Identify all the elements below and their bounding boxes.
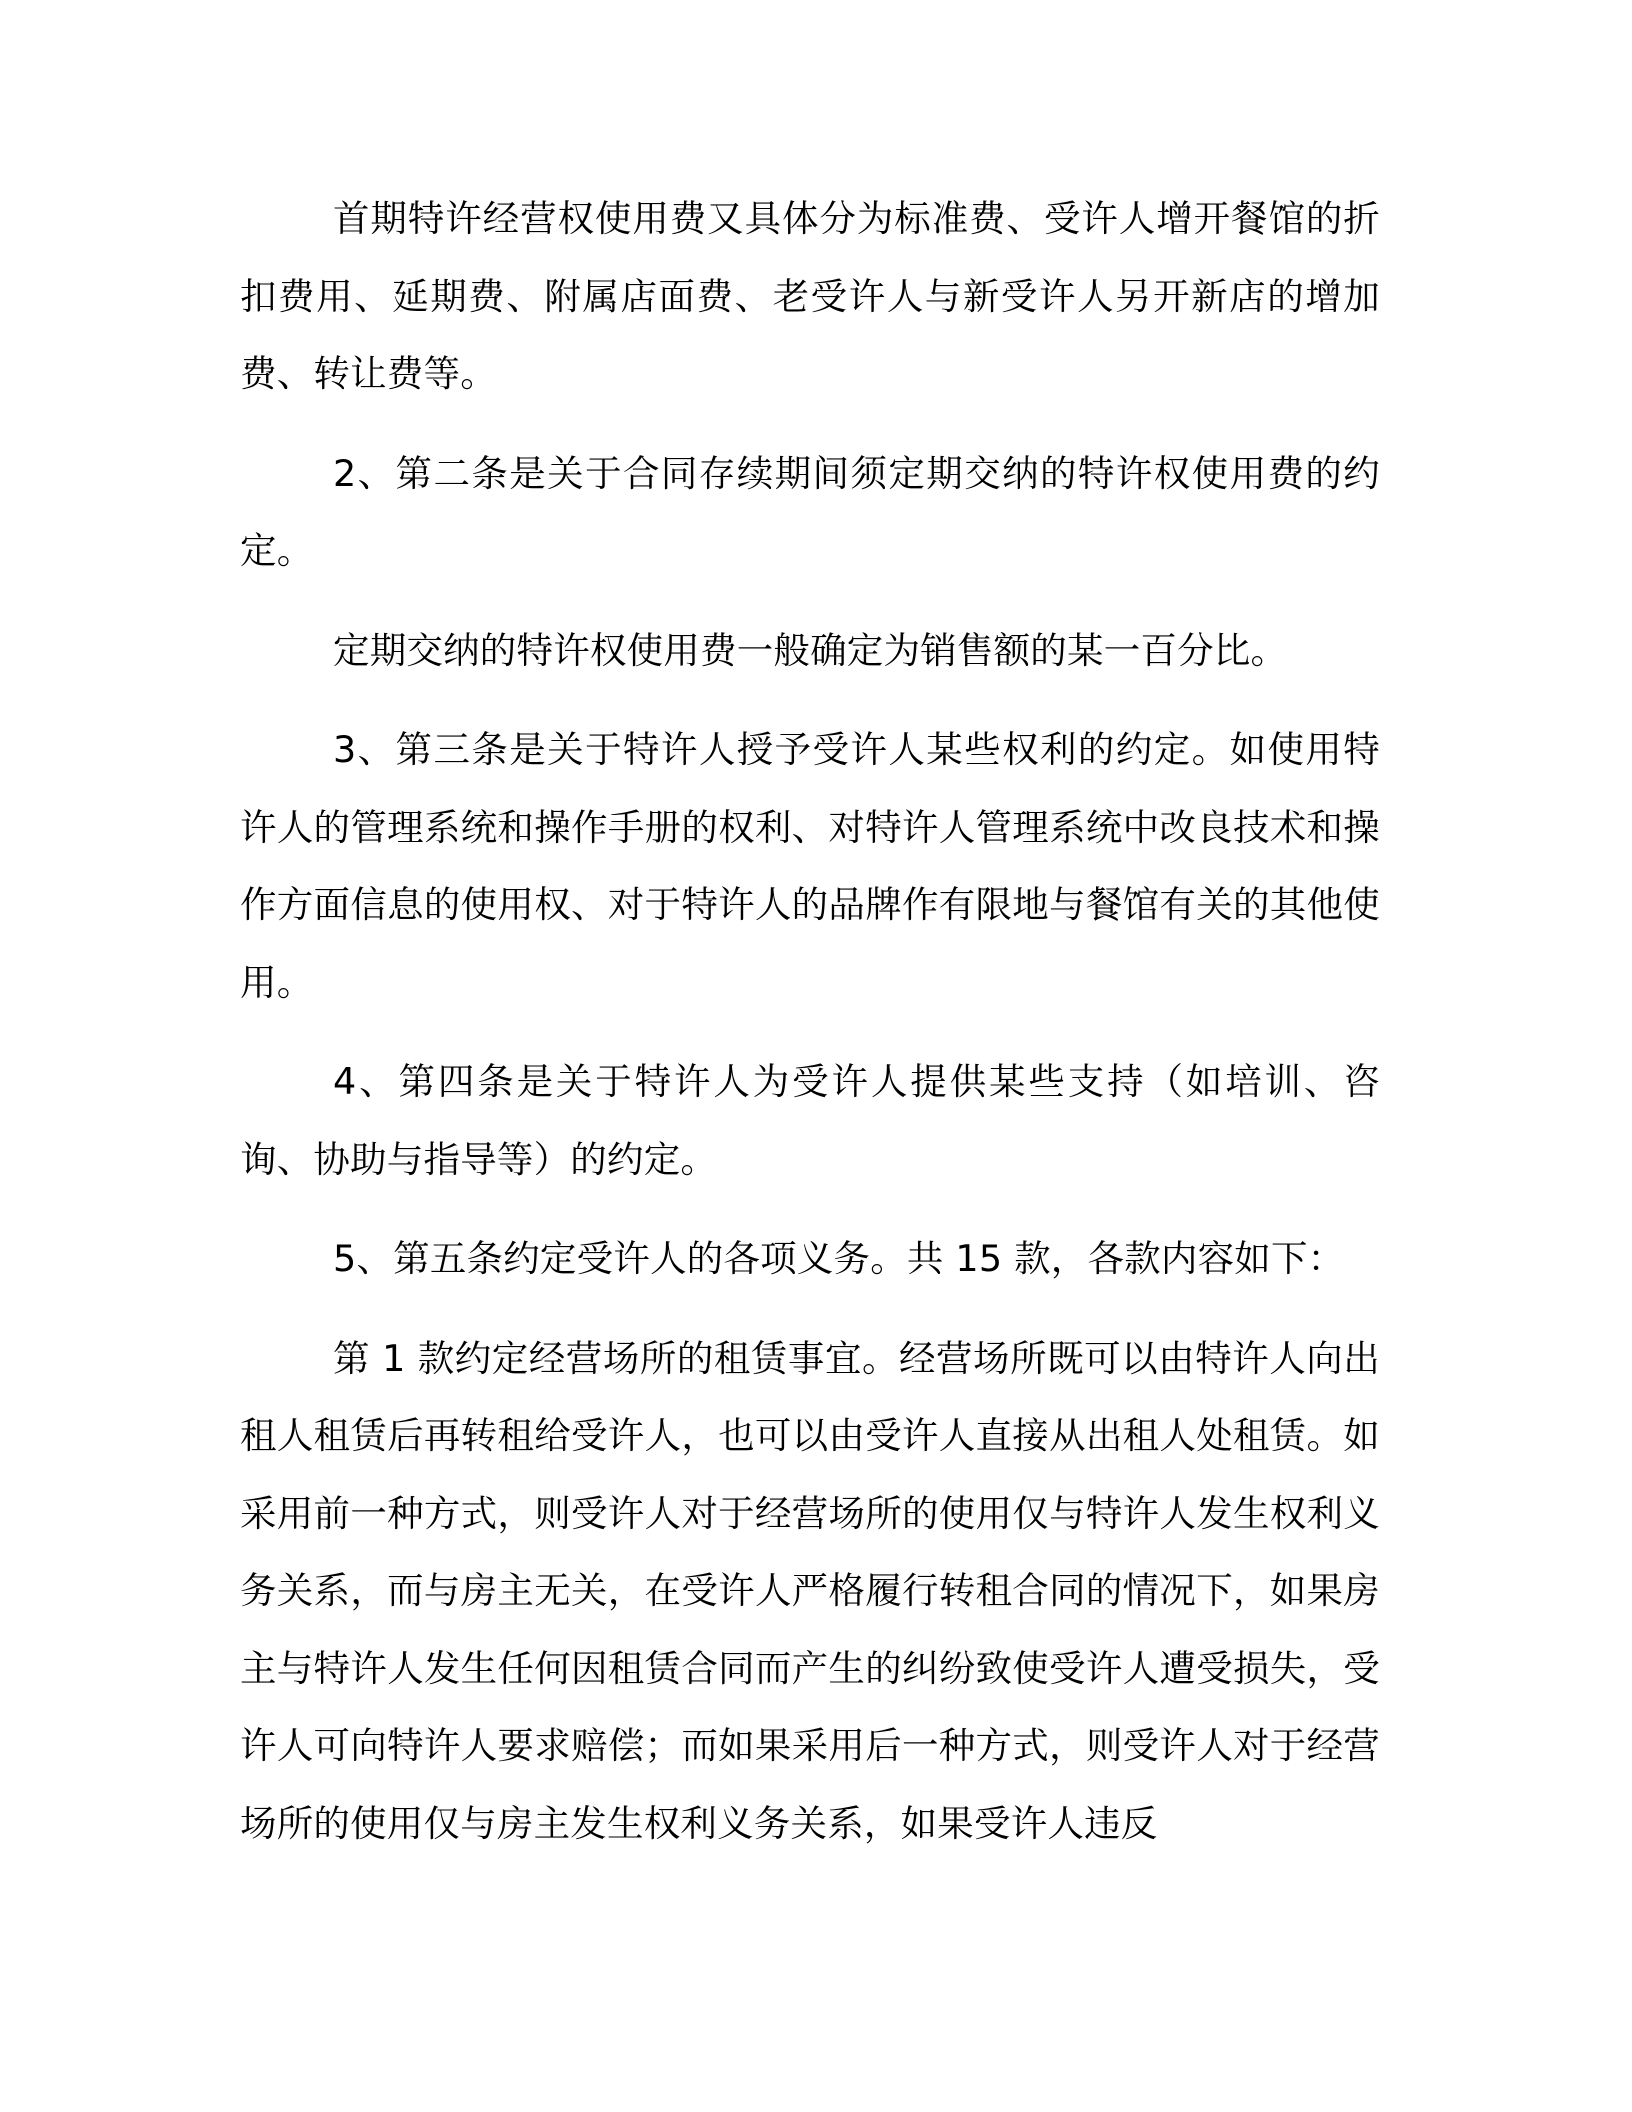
paragraph-article-2: 2、第二条是关于合同存续期间须定期交纳的特许权使用费的约定。 bbox=[240, 451, 1380, 572]
paragraph-initial-fee-types: 首期特许经营权使用费又具体分为标准费、受许人增开餐馆的折扣费用、延期费、附属店面费、老受许人与新受许人另开新店的增加费、转让费等。 bbox=[240, 197, 1380, 395]
paragraph-periodic-fee: 定期交纳的特许权使用费一般确定为销售额的某一百分比。 bbox=[333, 628, 1288, 672]
paragraph-clause-1: 第 1 款约定经营场所的租赁事宜。经营场所既可以由特许人向出租人租赁后再转租给受许人，也可以由受许人直接从出租人处租赁。如采用前一种方式，则受许人对于经营场所的使用仅与特许人发生权利义务关系，而与房主无关，在受许人严格履行转租合同的情况下，如果房主与特许人发生任何因租赁合同而产生的纠纷致使受许人遭受损失，受许人可向特许人要求赔偿；而如果采用后一种方式，则受许人对于经营场所的使用仅与房主发生权利义务关系，如果受许人违反 bbox=[240, 1336, 1380, 1845]
paragraph-article-4: 4、第四条是关于特许人为受许人提供某些支持（如培训、咨询、协助与指导等）的约定。 bbox=[240, 1060, 1380, 1181]
paragraph-article-3: 3、第三条是关于特许人授予受许人某些权利的约定。如使用特许人的管理系统和操作手册的权利、对特许人管理系统中改良技术和操作方面信息的使用权、对于特许人的品牌作有限地与餐馆有关的其他使用。 bbox=[240, 728, 1380, 1004]
document-body bbox=[240, 180, 1380, 1884]
paragraph-article-5: 5、第五条约定受许人的各项义务。共 15 款，各款内容如下： bbox=[333, 1237, 1345, 1280]
